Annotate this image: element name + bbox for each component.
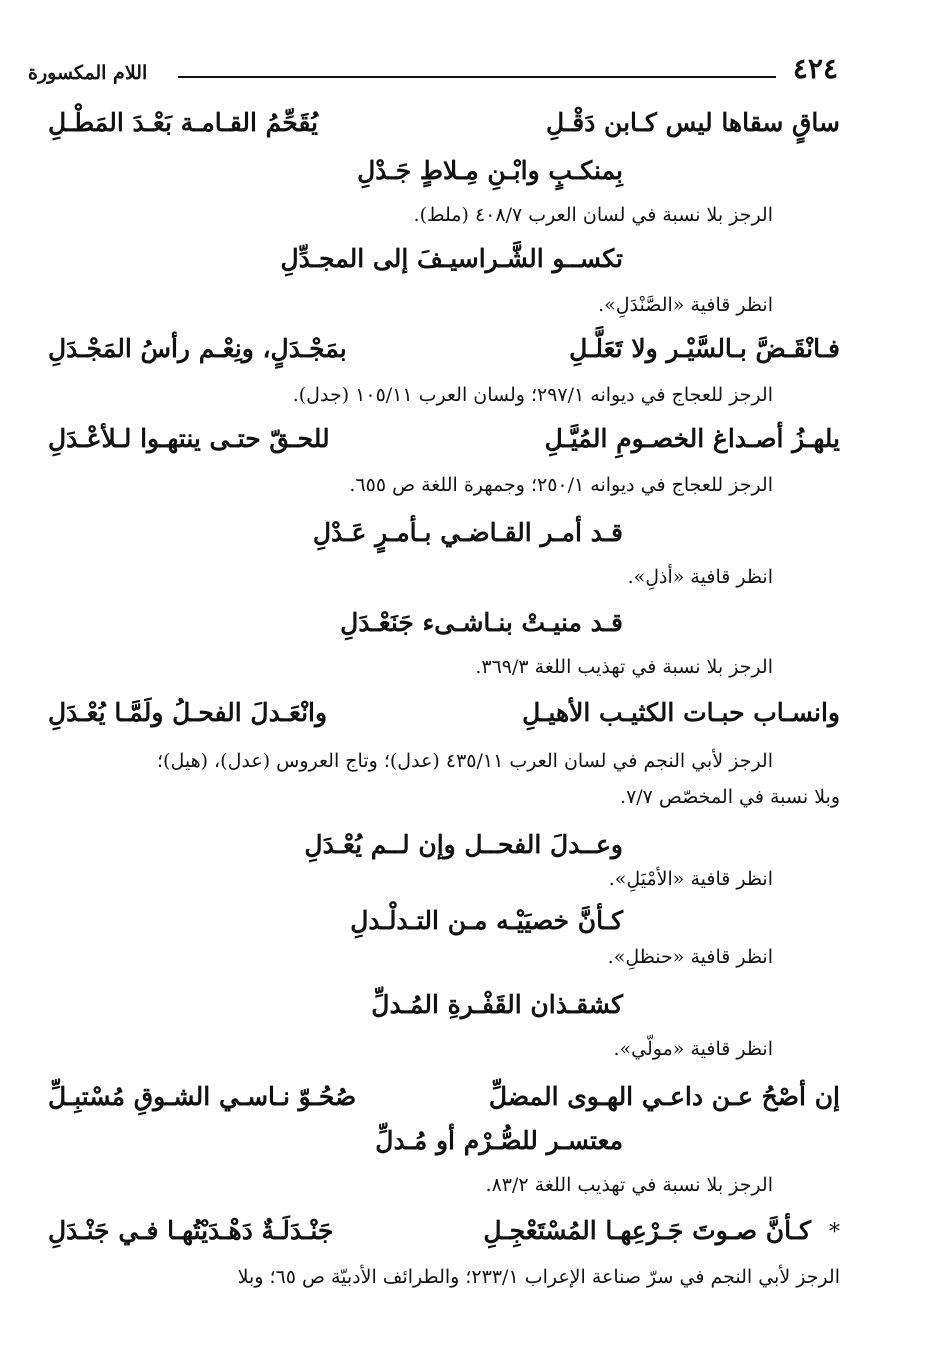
verse-hemistich-right: إن أصْحُ عـن داعـي الهـوى المضلِّ bbox=[488, 1082, 840, 1111]
source-note: الرجز بلا نسبة في تهذيب اللغة ٨٣/٢. bbox=[485, 1174, 773, 1196]
verse-line-centered: قـد أمـر القـاضـي بـأمـرٍ عَـدْلِ bbox=[312, 518, 623, 547]
section-title: اللام المكسورة bbox=[28, 62, 148, 84]
verse-line-centered: بِمنكـبٍ وابْـنِ مِـلاطٍ جَـدْلِ bbox=[357, 156, 623, 185]
verse-line-centered: كشقـذان القَفْـرةِ المُـدلِّ bbox=[371, 990, 623, 1019]
source-note: الرجز للعجاج في ديوانه ٢٥٠/١؛ وجمهرة اللغة ص ٦٥٥. bbox=[349, 474, 773, 496]
verse-hemistich-right: كـأنَّ صـوتَ جَـرْعِهـا المُسْتَعْجِـلِ bbox=[483, 1216, 811, 1245]
cross-reference-note: انظر قافية «حنظلِ». bbox=[607, 946, 773, 968]
cross-reference-note: انظر قافية «الصَّنْدَلِ». bbox=[598, 294, 773, 316]
cross-reference-note: انظر قافية «الأمْيَلِ». bbox=[608, 868, 773, 890]
cross-reference-note: انظر قافية «مولّي». bbox=[613, 1038, 773, 1060]
verse-line-centered: تكســو الشَّـراسيـفَ إلى المجـدِّلِ bbox=[280, 244, 623, 273]
source-note-continued: وبلا نسبة في المخصّص ٧/٧. bbox=[620, 786, 840, 808]
verse-hemistich-left: للحـقّ حتـى ينتهـوا لـلأعْـدَلِ bbox=[48, 424, 330, 453]
verse-hemistich-left: يُقَحِّمُ القـامـة بَعْـدَ المَطْـلِ bbox=[48, 108, 319, 137]
verse-hemistich-left: بمَجْـدَلٍ، ونِعْـم رأسُ المَجْـدَلِ bbox=[48, 334, 347, 363]
source-note: الرجز بلا نسبة في تهذيب اللغة ٣٦٩/٣. bbox=[475, 656, 773, 678]
verse-hemistich-left: جَنْـدَلَـةٌ دَهْـدَيْتُهـا فـي جَنْـدَلِ bbox=[48, 1216, 334, 1245]
verse-line-centered: قـد منيـتْ بنـاشـىء جَنَعْـدَلِ bbox=[340, 608, 623, 637]
verse-line-centered: وعــدلَ الفحــل وإن لــم يُعْـدَلِ bbox=[304, 830, 623, 859]
header-rule bbox=[178, 76, 776, 78]
verse-hemistich-right: وانسـاب حبـات الكثيـب الأهيـلِ bbox=[522, 698, 840, 727]
cross-reference-note: انظر قافية «أذلِ». bbox=[627, 566, 773, 588]
verse-hemistich-right: يلهـزُ أصـداغ الخصـومِ المُيَّـلِ bbox=[544, 424, 840, 453]
source-note: الرجز بلا نسبة في لسان العرب ٤٠٨/٧ (ملط). bbox=[413, 204, 773, 226]
source-note: الرجز لأبي النجم في لسان العرب ٤٣٥/١١ (عدل)؛ وتاج العروس (عدل)، (هيل)؛ bbox=[157, 750, 773, 772]
page-number: ٤٢٤ bbox=[792, 52, 838, 85]
verse-line-centered: كـأنَّ خصيَيْـه مـن التـدلْـدلِ bbox=[350, 906, 623, 935]
verse-line-centered: معتسـر للصُّـرْم أو مُـدلِّ bbox=[375, 1126, 623, 1155]
source-note: الرجز للعجاج في ديوانه ٢٩٧/١؛ ولسان العرب ١٠٥/١١ (جدل). bbox=[292, 384, 773, 406]
source-note: الرجز لأبي النجم في سرّ صناعة الإعراب ٢٣٣/١؛ والطرائف الأدبيّة ص ٦٥؛ وبلا bbox=[237, 1266, 840, 1288]
verse-hemistich-right: فـانْقَـضَّ بـالسَّيْـر ولا تَعَلَّـلِ bbox=[569, 334, 840, 363]
page-header bbox=[28, 52, 838, 88]
verse-hemistich-left: صُحُـوّ نـاسـي الشـوقِ مُسْتبِـلِّ bbox=[48, 1082, 357, 1111]
verse-hemistich-right: ساقٍ سقاها ليس كـابن دَقْـلِ bbox=[546, 108, 840, 137]
asterisk-marker: * bbox=[829, 1220, 840, 1245]
verse-hemistich-left: وانْعَـدلَ الفحـلُ ولَمَّـا يُعْـدَلِ bbox=[48, 698, 328, 727]
